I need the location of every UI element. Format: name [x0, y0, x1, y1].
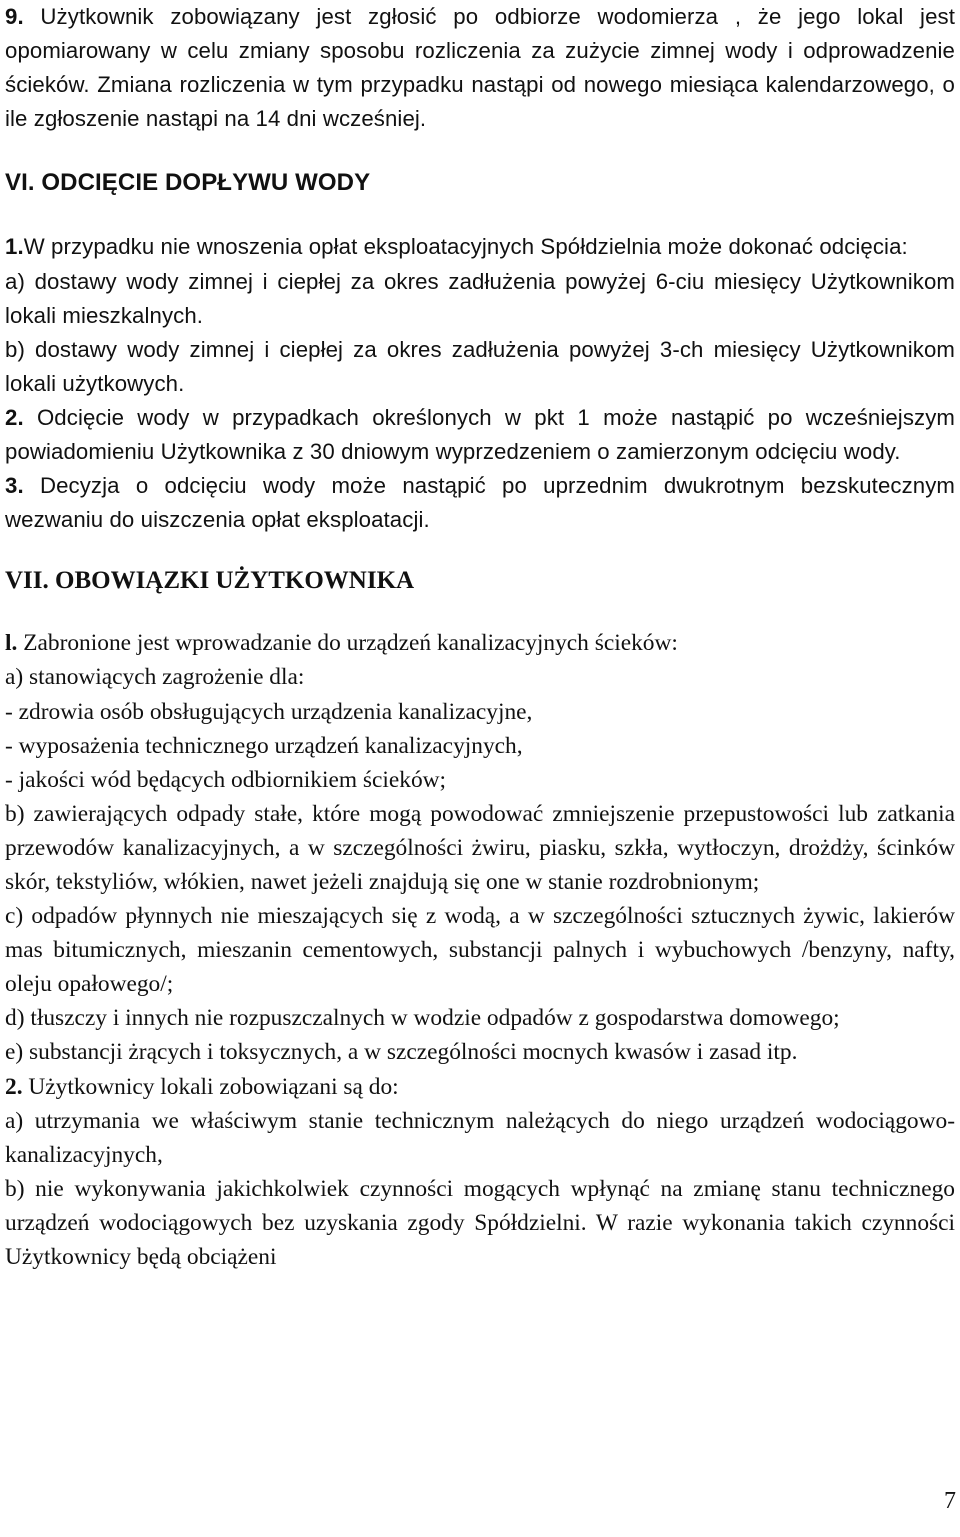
list-item-vi-1-a: a) dostawy wody zimnej i ciepłej za okres zadłużenia powyżej 6-ciu miesięcy Użytkownikom lokali mieszkalnych.	[5, 268, 955, 328]
paragraph-vi-1	[5, 230, 955, 264]
list-item-vii-1-d: d) tłuszczy i innych nie rozpuszczalnych w wodzie odpadów z gospodarstwa domowego;	[5, 1005, 840, 1032]
paragraph-text: Decyzja o odcięciu wody może nastąpić po uprzednim dwukrotnym bezskutecznym wezwaniu do uiszczenia opłat eksploatacji.	[5, 473, 955, 533]
paragraph-number: 2.	[5, 404, 24, 430]
list-item-vii-1-e: e) substancji żrących i toksycznych, a w szczególności mocnych kwasów i zasad itp.	[5, 1039, 798, 1066]
paragraph-9	[5, 0, 955, 136]
list-item-vii-2-b: b) nie wykonywania jakichkolwiek czynności mogących wpłynąć na zmianę stanu technicznego urządzeń wodociągowych bez uzyskania zgody Spółdzielni. W razie wykonania takich czynności Użytkownicy będą obciążeni	[5, 1175, 955, 1270]
paragraph-number: 9.	[5, 4, 24, 29]
paragraph-text: Użytkownik zobowiązany jest zgłosić po odbiorze wodomierza , że jego lokal jest opomiarowany w celu zmiany sposobu rozliczenia za zużycie zimnej wody i odprowadzenie ścieków. Zmiana rozliczenia w tym przypadku nastąpi od nowego miesiąca kalendarzowego, o ile zgłoszenie nastąpi na 14 dni wcześniej.	[5, 4, 955, 132]
list-item-vii-1-a: a) stanowiących zagrożenie dla:	[5, 664, 305, 691]
page-number: 7	[944, 1488, 956, 1514]
document-page	[5, 0, 955, 1274]
list-item-vii-1-a-2: - wyposażenia technicznego urządzeń kanalizacyjnych,	[5, 732, 523, 759]
paragraph-vi-3	[5, 469, 955, 537]
section-heading-vii: VII. OBOWIĄZKI UŻYTKOWNIKA	[5, 567, 415, 595]
paragraph-text: Zabronione jest wprowadzanie do urządzeń kanalizacyjnych ścieków:	[17, 630, 678, 657]
list-item-vi-1-b: b) dostawy wody zimnej i ciepłej za okres zadłużenia powyżej 3-ch miesięcy Użytkownikom lokali użytkowych.	[5, 336, 955, 396]
paragraph-text: W przypadku nie wnoszenia opłat eksploatacyjnych Spółdzielnia może dokonać odcięcia:	[23, 234, 908, 260]
paragraph-number: 3.	[5, 473, 24, 499]
paragraph-number: l.	[5, 630, 18, 657]
paragraph-text: Odcięcie wody w przypadkach określonych w pkt 1 może nastąpić po wcześniejszym powiadomieniu Użytkownika z 30 dniowym wyprzedzeniem o zamierzonym odcięciu wody.	[5, 404, 955, 465]
paragraph-vi-2	[5, 401, 955, 469]
list-item-vii-1-a-3: - jakości wód będących odbiornikiem ścieków;	[5, 766, 447, 793]
list-item-vii-2-a: a) utrzymania we właściwym stanie technicznym należących do niego urządzeń wodociągowo-kanalizacyjnych,	[5, 1107, 955, 1168]
paragraph-number: 2.	[5, 1073, 23, 1100]
list-item-vii-1-b: b) zawierających odpady stałe, które mogą powodować zmniejszenie przepustowości lub zatkania przewodów kanalizacyjnych, a w szczególności żwiru, piasku, szkła, wytłoczyn, drożdży, ścinków skór, tekstyliów, włókien, nawet jeżeli znajdują się one w stanie rozdrobnionym;	[5, 800, 955, 895]
section-heading-vi: VI. ODCIĘCIE DOPŁYWU WODY	[5, 169, 371, 197]
paragraph-vii-2	[5, 1070, 955, 1104]
list-item-vii-1-a-1: - zdrowia osób obsługujących urządzenia kanalizacyjne,	[5, 698, 533, 725]
paragraph-vii-1	[5, 626, 955, 660]
list-item-vii-1-c: c) odpadów płynnych nie mieszających się z wodą, a w szczególności sztucznych żywic, lakierów mas bitumicznych, mieszanin cementowych, substancji palnych i wybuchowych /benzyny, nafty, oleju opałowego/;	[5, 903, 955, 998]
paragraph-text: Użytkownicy lokali zobowiązani są do:	[22, 1073, 399, 1100]
paragraph-number: 1.	[5, 234, 24, 260]
